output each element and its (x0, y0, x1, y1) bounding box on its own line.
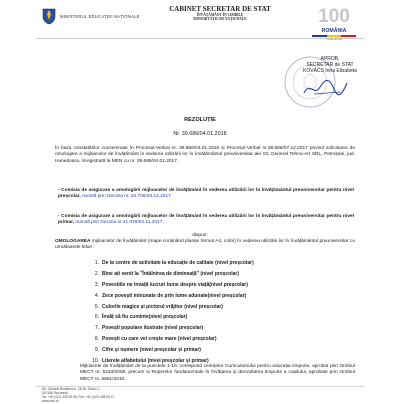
list-item-number: 6. (94, 314, 99, 321)
list-item-text: Învăț să fiu cuminte(nivel preșcolar) (102, 314, 188, 321)
list-item-text: De la centre de activitate la educație de calitate (nivel preșcolar) (102, 260, 254, 266)
logo-years: 1918–2018 (326, 37, 342, 41)
list-item (86, 280, 346, 291)
approval-paragraph (55, 239, 355, 252)
approval-text: mijloacelor de învățământ (mape conținând planșe format A4, color) în vederea utilizării lor în învățământul preuniversitar cu următoarele titluri : (55, 239, 355, 251)
closing-paragraph: Mijloacele de învățământ de la punctele 1-10, corespund cerințelor Curriculumului pentru educația timpurie, aprobat prin Ordinul MECT nr. 5233/2008, precum și Reperelor fundamentale în învățarea și dezvoltarea timpurie a copilului, aprobate prin Ordinul MECT nr. 5851/2010. (80, 364, 355, 382)
list-item-number: 1. (94, 260, 99, 266)
list-item-number: 5. (94, 303, 99, 310)
list-item-text: Culorile magice și pictorul vrăjitor (nivel preșcolar) (102, 303, 223, 310)
list-item-number: 9. (94, 347, 99, 354)
ministry-name: MINISTERUL EDUCAȚIEI NAȚIONALE (60, 13, 140, 19)
commission-preschool-decision: numită prin Decizia nr. 43.708/20.12.2017 (80, 194, 171, 200)
centenary-100-icon (306, 5, 362, 25)
footer-address (42, 388, 114, 404)
list-item-text: Literele alfabetului (nivel preșcolar și primar) (102, 358, 209, 365)
cabinet-subtitle-1: ÎNVĂȚĂMÂNT ÎN LIMBILE (196, 13, 244, 17)
stripe-blue (312, 35, 327, 37)
footer-line-2: 010168, București (42, 390, 68, 395)
coat-of-arms-icon (41, 7, 57, 25)
list-item-text: Povești cu care vei crește mare (nivel preșcolar) (102, 336, 217, 343)
approval-line-1: APROB, (320, 56, 340, 62)
cabinet-title: CABINET SECRETAR DE STAT (169, 5, 271, 13)
intro-paragraph: În baza constatărilor consemnate în Procesul-Verbal nr. 39.686/03.01.2018 și Procesul-Verbal nr.39.686/07.12.2017 privind solicitarea de omologare a mijloacelor de învățământ în vederea utilizării lor în învățământul preuniversitar ale SC General Tehno-Art SRL, Petroșani, jud. Hunedoara, înregistrată la MEN cu nr. 39.686/04.01.2017, (55, 146, 355, 164)
approval-keyword: OMOLOGAREA (55, 239, 91, 244)
commission-primary-decision: numită prin Decizia nr.41.078/02.11.2017, (74, 220, 164, 226)
footer-line-3: Tel: +40 (0)21 405 59 45, Fax: +40 (0)21 405 59 47 (42, 394, 115, 399)
list-item (86, 345, 346, 356)
list-item (86, 323, 346, 334)
cabinet-subtitle-2: MINORITĂȚILOR NAȚIONALE (193, 17, 247, 22)
list-item-text: Cifre și numere (nivel preșcolar și primar) (102, 347, 201, 354)
list-item (86, 302, 346, 313)
list-item (86, 334, 346, 345)
logo-number: 100 (318, 6, 350, 25)
approval-line-3: KOVÁCS Irina Elisabeta (303, 68, 357, 74)
list-item-number: 2. (94, 270, 99, 277)
ministry-header (41, 7, 140, 25)
logo-word: ROMÂNIA (321, 28, 347, 34)
list-item-text: Povești populare ilustrate (nivel preșcolar) (102, 325, 204, 332)
commission-primary (58, 214, 354, 227)
resolution-number: Nr. 39.686/04.01.2018 (173, 131, 227, 137)
cabinet-header (160, 5, 280, 22)
list-item-number: 10. (92, 358, 99, 365)
approval-block (292, 56, 368, 74)
list-item-text: Bine ați venit la "Întâlnirea de dimineață" (nivel preșcolar) (102, 270, 240, 277)
header-divider (36, 38, 364, 39)
list-item-number: 7. (94, 325, 99, 332)
footer-line-4: www.edu.ro (42, 398, 59, 403)
list-item (86, 269, 346, 280)
list-item-text: Povestiile ne învață lucruri bune despre viață(nivel preșcolar) (102, 281, 248, 288)
list-item (86, 291, 346, 302)
resolution-title: REZOLUȚIE (184, 117, 216, 123)
list-item-text: Zece povești minunate de prin lume adunate(nivel preșcolar) (102, 292, 247, 299)
list-item-number: 4. (94, 292, 99, 299)
commission-preschool (58, 188, 354, 201)
approval-line-2: SECRETAR de STAT (306, 62, 354, 68)
list-item (86, 312, 346, 323)
list-item-number: 3. (94, 281, 99, 288)
centenary-logo (306, 5, 362, 41)
footer-line-1: Str. General Berthelot nr. 28-30, Sector 1, (42, 387, 101, 391)
dispose-label: dispun: (192, 233, 208, 238)
titles-list (86, 258, 346, 367)
stripe-red (341, 35, 356, 37)
list-item-number: 8. (94, 336, 99, 343)
commission-primary-name: · Comisia de asigurare a omologării mijloacelor de învățământ în vederea utilizării lor în învățământul preuniversitar pentru nivel primar, (58, 214, 354, 226)
list-item (86, 258, 346, 269)
signature-icon (300, 77, 350, 99)
commission-preschool-name: · Comisia de asigurare a omologării mijloacelor de învățământ în vederea utilizării lor în învățământul preuniversitar pentru nivel preșcolar, (58, 188, 354, 200)
